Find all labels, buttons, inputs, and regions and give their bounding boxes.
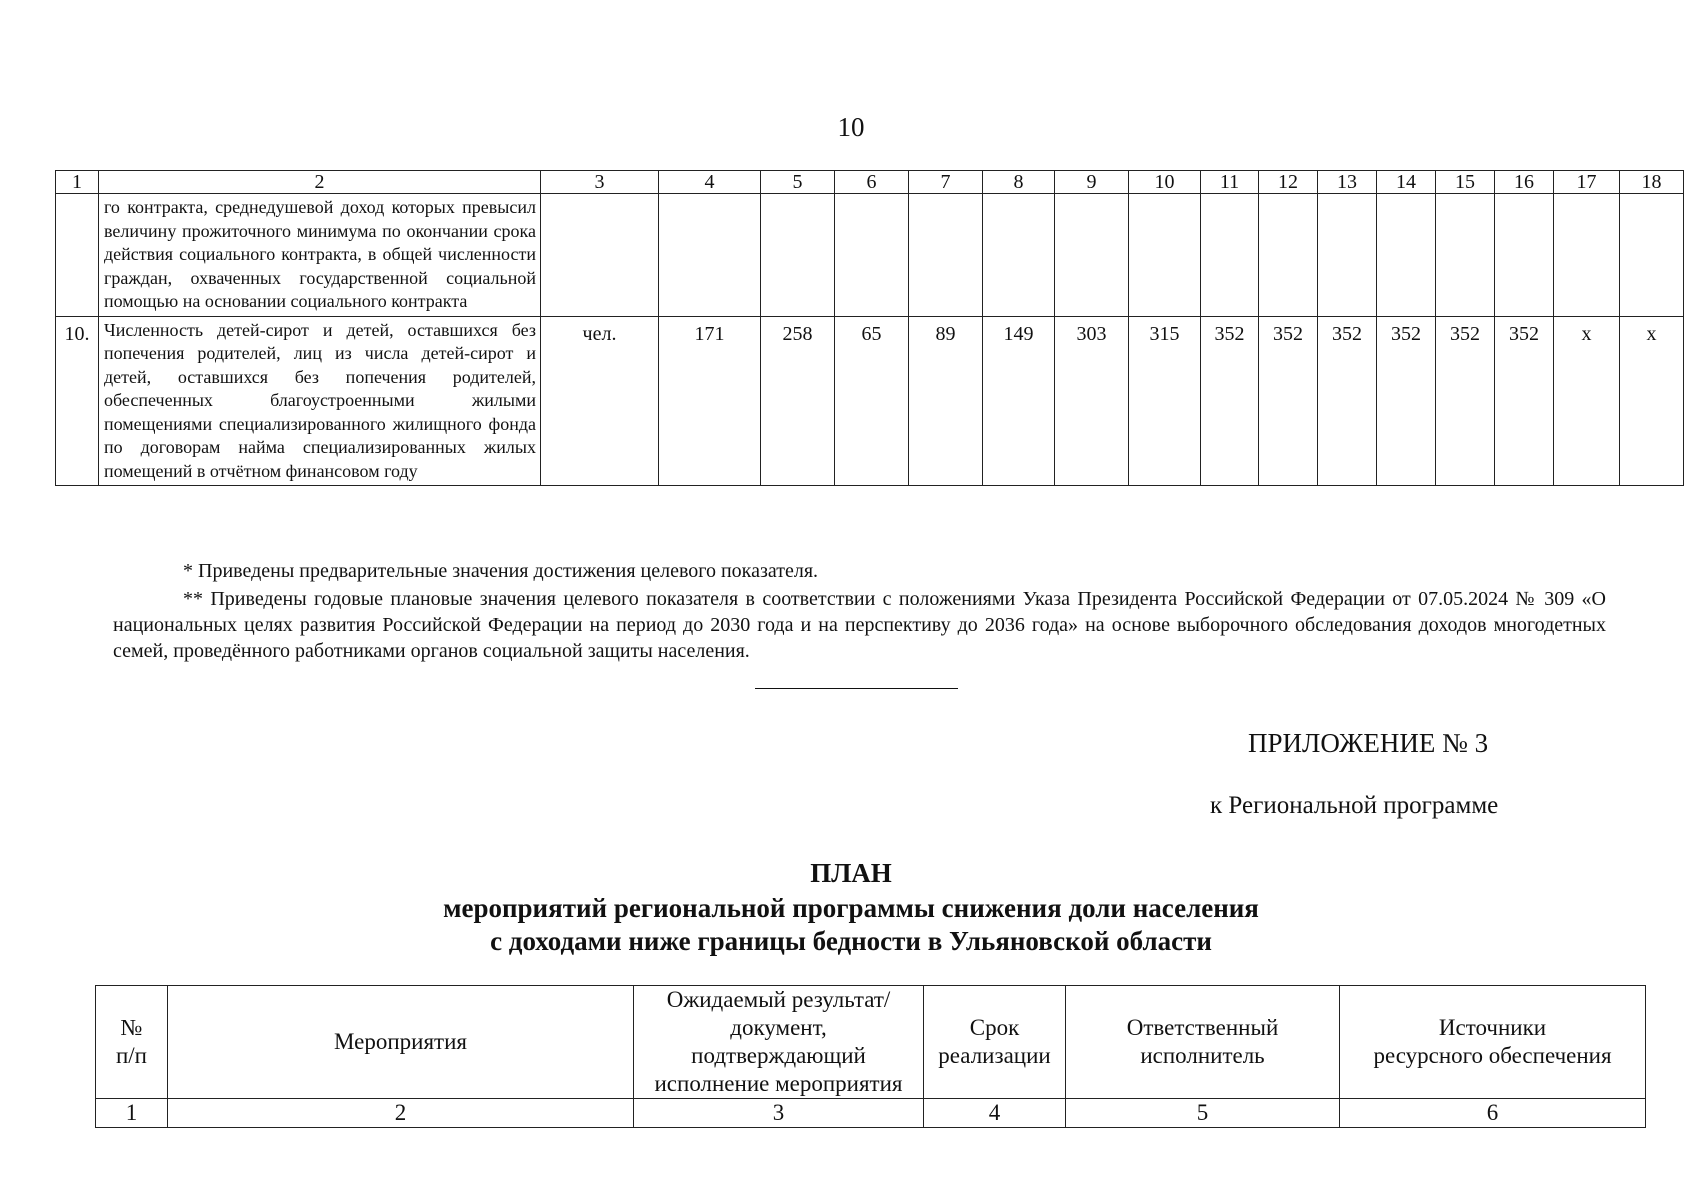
value-cell — [1201, 194, 1259, 317]
value-cell — [983, 194, 1055, 317]
column-number-cell: 10 — [1129, 171, 1201, 194]
column-number-cell: 2 — [99, 171, 541, 194]
plan-title: ПЛАН — [810, 858, 892, 888]
header-result-line4: исполнение мероприятия — [654, 1071, 903, 1096]
plan-header-sources — [1340, 986, 1646, 1099]
header-term-line1: Срок — [969, 1015, 1020, 1040]
value-cell: 303 — [1055, 316, 1129, 486]
value-cell: 352 — [1318, 316, 1377, 486]
value-cell — [1129, 194, 1201, 317]
plan-subtitle-line2: с доходами ниже границы бедности в Ульяновской области — [490, 926, 1212, 956]
value-cell: 258 — [761, 316, 835, 486]
value-cell: x — [1554, 316, 1620, 486]
indicator-column-number-row — [56, 171, 1684, 194]
column-number-cell: 16 — [1495, 171, 1554, 194]
plan-column-number-row — [96, 1099, 1646, 1128]
header-sources-line1: Источники — [1438, 1015, 1547, 1040]
value-cell — [1554, 194, 1620, 317]
footnote-decree: ** Приведены годовые плановые значения целевого показателя в соответствии с положениями Указа Президента Российской Федерации от 07.05.2024 № 309 «О национальных целях развития Российской Федерации на период до 2030 года и на перспективу до 2036 года» на основе выборочного обследования доходов многодетных семей, проведённого работниками органов социальной защиты населения. — [113, 588, 1606, 662]
value-cell: x — [1620, 316, 1684, 486]
column-number-cell: 3 — [541, 171, 659, 194]
plan-column-number: 1 — [96, 1099, 168, 1128]
header-num-line1: № — [120, 1015, 143, 1040]
value-cell: 149 — [983, 316, 1055, 486]
plan-header-row — [96, 986, 1646, 1099]
value-cell — [1055, 194, 1129, 317]
column-number-cell: 12 — [1259, 171, 1318, 194]
value-cell: 352 — [1259, 316, 1318, 486]
value-cell: 65 — [835, 316, 909, 486]
column-number-cell: 5 — [761, 171, 835, 194]
plan-header-executor — [1066, 986, 1340, 1099]
value-cell — [659, 194, 761, 317]
value-cell: 352 — [1495, 316, 1554, 486]
row-index: 10. — [56, 316, 99, 486]
value-cell — [1495, 194, 1554, 317]
row-index — [56, 194, 99, 317]
column-number-cell: 9 — [1055, 171, 1129, 194]
plan-column-number: 6 — [1340, 1099, 1646, 1128]
column-number-cell: 4 — [659, 171, 761, 194]
page-number: 10 — [837, 112, 865, 142]
value-cell — [1620, 194, 1684, 317]
value-cell — [1377, 194, 1436, 317]
plan-header-number — [96, 986, 168, 1099]
value-cell: 352 — [1377, 316, 1436, 486]
value-cell — [1318, 194, 1377, 317]
plan-column-number: 5 — [1066, 1099, 1340, 1128]
column-number-cell: 7 — [909, 171, 983, 194]
plan-header-result — [634, 986, 924, 1099]
header-result-line3: подтверждающий — [691, 1043, 866, 1068]
value-cell — [909, 194, 983, 317]
indicator-row — [56, 316, 1684, 486]
header-term-line2: реализации — [938, 1043, 1051, 1068]
header-executor-line2: исполнитель — [1140, 1043, 1265, 1068]
plan-header-term — [924, 986, 1066, 1099]
indicator-description: Численность детей-сирот и детей, оставшихся без попечения родителей, лиц из числа детей-сирот и детей, оставшихся без попечения родителей, обеспеченных благоустроенными жилыми помещениями специализированного жилищного фонда по договорам найма специализированных жилых помещений в отчётном финансовом году — [99, 316, 541, 486]
column-number-cell: 13 — [1318, 171, 1377, 194]
header-sources-line2: ресурсного обеспечения — [1373, 1043, 1612, 1068]
value-cell: 171 — [659, 316, 761, 486]
column-number-cell: 11 — [1201, 171, 1259, 194]
value-cell: 352 — [1201, 316, 1259, 486]
separator-line — [755, 688, 958, 689]
unit-cell: чел. — [541, 316, 659, 486]
footnote-preliminary: * Приведены предварительные значения достижения целевого показателя. — [183, 560, 819, 582]
column-number-cell: 17 — [1554, 171, 1620, 194]
column-number-cell: 15 — [1436, 171, 1495, 194]
plan-column-number: 2 — [168, 1099, 634, 1128]
header-result-line2: документ, — [730, 1015, 827, 1040]
header-executor-line1: Ответственный — [1126, 1015, 1279, 1040]
value-cell — [1259, 194, 1318, 317]
column-number-cell: 8 — [983, 171, 1055, 194]
indicator-description: го контракта, среднедушевой доход которых превысил величину прожиточного минимума по окончании срока действия социального контракта, в общей численности граждан, охваченных государственной социальной помощью на основании социального контракта — [99, 194, 541, 317]
indicator-table-body — [56, 171, 1684, 486]
plan-header-activities: Мероприятия — [168, 986, 634, 1099]
indicator-row — [56, 194, 1684, 317]
column-number-cell: 1 — [56, 171, 99, 194]
header-num-line2: п/п — [115, 1043, 147, 1068]
value-cell — [1436, 194, 1495, 317]
value-cell: 315 — [1129, 316, 1201, 486]
header-result-line1: Ожидаемый результат/ — [666, 987, 891, 1012]
column-number-cell: 14 — [1377, 171, 1436, 194]
indicator-table — [55, 170, 1684, 486]
value-cell — [835, 194, 909, 317]
column-number-cell: 6 — [835, 171, 909, 194]
column-number-cell: 18 — [1620, 171, 1684, 194]
plan-column-number: 3 — [634, 1099, 924, 1128]
value-cell: 352 — [1436, 316, 1495, 486]
plan-subtitle-line1: мероприятий региональной программы снижения доли населения — [443, 893, 1259, 923]
plan-table — [95, 985, 1646, 1128]
appendix-reference: к Региональной программе — [1210, 792, 1499, 819]
value-cell: 89 — [909, 316, 983, 486]
appendix-label: ПРИЛОЖЕНИЕ № 3 — [1248, 728, 1489, 758]
unit-cell — [541, 194, 659, 317]
plan-column-number: 4 — [924, 1099, 1066, 1128]
value-cell — [761, 194, 835, 317]
